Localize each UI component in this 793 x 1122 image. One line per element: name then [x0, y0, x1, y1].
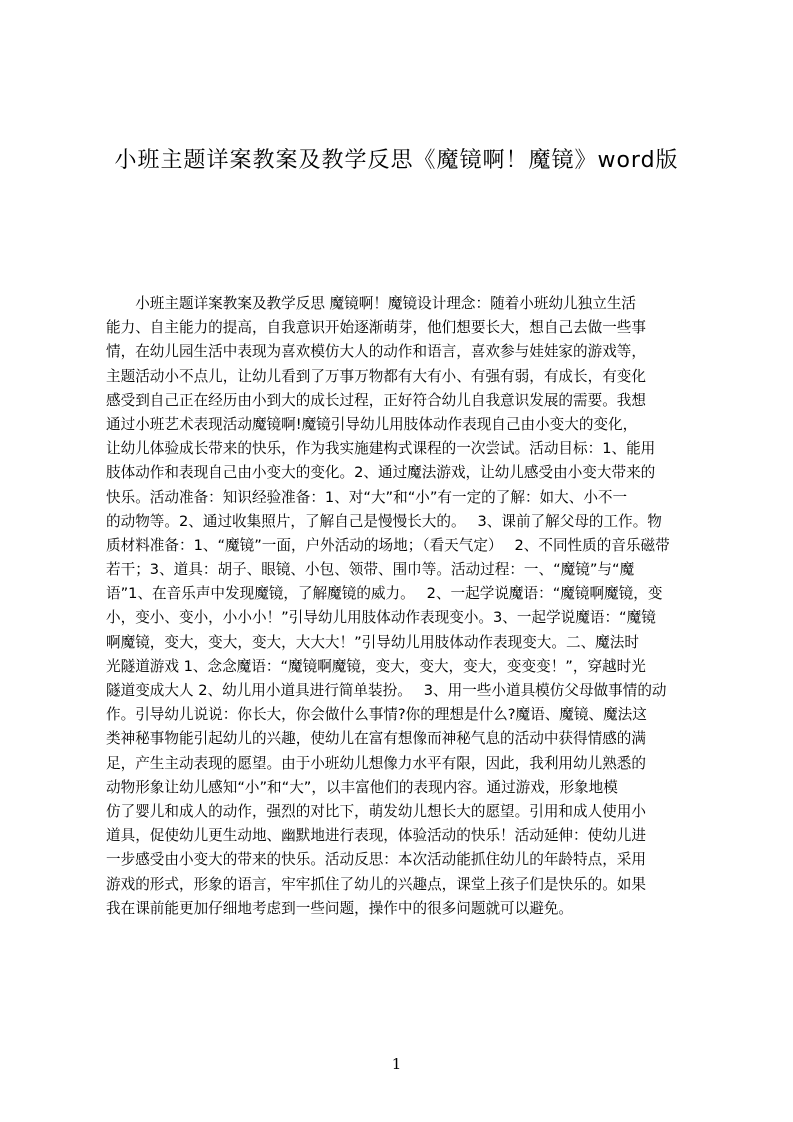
body-line: 光隧道游戏 1、念念魔语：“魔镜啊魔镜，变大，变大，变大，变变变！”，穿越时光 — [106, 657, 646, 675]
body-line: 语”1、在音乐声中发现魔镜，了解魔镜的威力。 2、一起学说魔语：“魔镜啊魔镜，变 — [106, 585, 663, 603]
body-line: 的动物等。2、通过收集照片，了解自己是慢慢长大的。 3、课前了解父母的工作。物 — [106, 512, 662, 530]
body-line: 一步感受由小变大的带来的快乐。活动反思：本次活动能抓住幼儿的年龄特点，采用 — [106, 851, 646, 869]
body-line: 情，在幼儿园生活中表现为喜欢模仿大人的动作和语言，喜欢参与娃娃家的游戏等， — [106, 343, 646, 361]
body-line: 类神秘事物能引起幼儿的兴趣，使幼儿在富有想像而神秘气息的活动中获得情感的满 — [106, 730, 646, 748]
body-line: 肢体动作和表现自己由小变大的变化。2、通过魔法游戏，让幼儿感受由小变大带来的 — [106, 464, 656, 482]
body-line: 小，变小、变小，小小小！”引导幼儿用肢体动作表现变小。3、一起学说魔语：“魔镜 — [106, 609, 656, 627]
document-title: 小班主题详案教案及教学反思《魔镜啊！魔镜》word版 — [114, 148, 679, 173]
body-line: 主题活动小不点儿，让幼儿看到了万事万物都有大有小、有强有弱，有成长，有变化 — [106, 367, 646, 385]
body-line: 小班主题详案教案及教学反思 魔镜啊！魔镜设计理念：随着小班幼儿独立生活 — [106, 295, 637, 312]
body-line: 质材料准备：1、“魔镜”一面，户外活动的场地；（看天气定） 2、不同性质的音乐磁带 — [106, 536, 670, 554]
body-line: 我在课前能更加仔细地考虑到一些问题，操作中的很多问题就可以避免。 — [106, 899, 574, 917]
body-line: 隧道变成大人 2、幼儿用小道具进行简单装扮。 3、用一些小道具模仿父母做事情的动 — [106, 682, 667, 699]
body-line: 仿了婴儿和成人的动作，强烈的对比下，萌发幼儿想长大的愿望。引用和成人使用小 — [106, 802, 646, 820]
document-body — [106, 292, 698, 921]
body-line: 啊魔镜，变大，变大，变大，大大大！”引导幼儿用肢体动作表现变大。二、魔法时 — [106, 633, 639, 651]
body-line: 通过小班艺术表现活动魔镜啊!魔镜引导幼儿用肢体动作表现自己由小变大的变化， — [106, 415, 638, 433]
body-line: 作。引导幼儿说说：你长大，你会做什么事情?你的理想是什么?魔语、魔镜、魔法这 — [106, 706, 647, 724]
body-line: 若干；3、道具：胡子、眼镜、小包、领带、围巾等。活动过程：一、“魔镜”与“魔 — [106, 561, 635, 579]
body-line: 道具，促使幼儿更生动地、幽默地进行表现，体验活动的快乐！活动延伸：使幼儿进 — [106, 827, 646, 845]
body-line: 动物形象让幼儿感知“小”和“大”，以丰富他们的表现内容。通过游戏，形象地模 — [106, 778, 618, 796]
body-line: 快乐。活动准备：知识经验准备：1、对“大”和“小”有一定的了解：如大、小不一 — [106, 488, 628, 506]
body-line: 能力、自主能力的提高，自我意识开始逐渐萌芽，他们想要长大，想自己去做一些事 — [106, 319, 646, 337]
body-line: 让幼儿体验成长带来的快乐，作为我实施建构式课程的一次尝试。活动目标：1、能用 — [106, 440, 656, 458]
body-line: 感受到自己正在经历由小到大的成长过程，正好符合幼儿自我意识发展的需要。我想 — [106, 391, 646, 409]
page-number: 1 — [391, 1055, 402, 1073]
body-line: 游戏的形式，形象的语言，牢牢抓住了幼儿的兴趣点，课堂上孩子们是快乐的。如果 — [106, 875, 646, 893]
body-line: 足，产生主动表现的愿望。由于小班幼儿想像力水平有限，因此，我利用幼儿熟悉的 — [106, 754, 646, 772]
